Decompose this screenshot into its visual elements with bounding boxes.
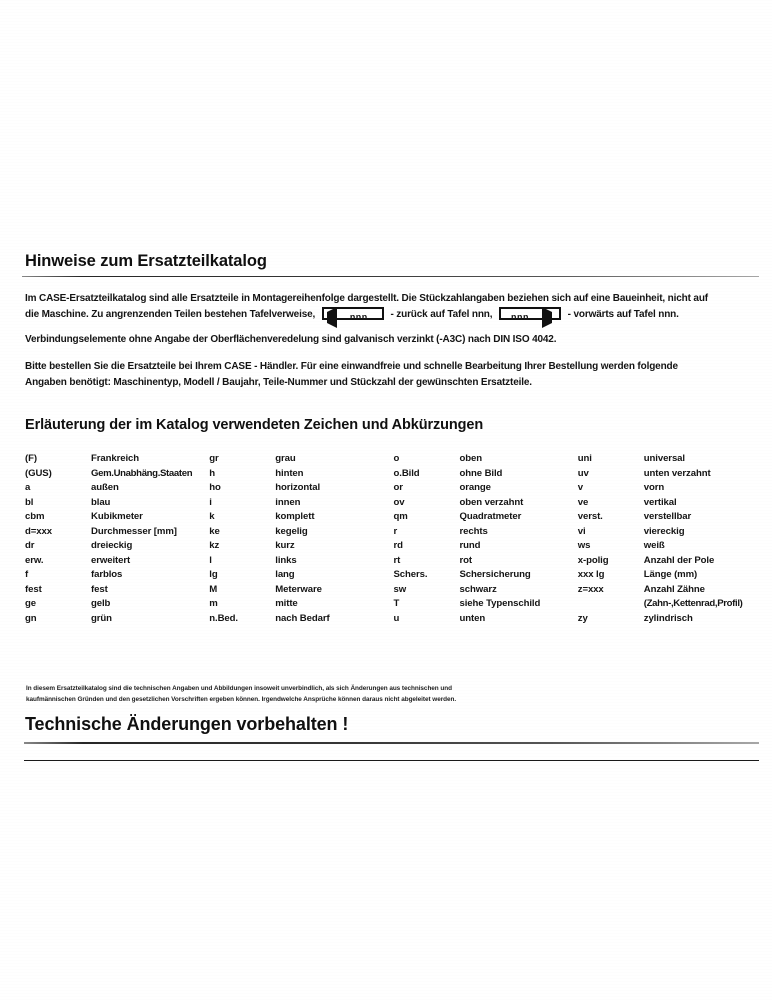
- ordering-line-1: Bitte bestellen Sie die Ersatzteile bei Ihrem CASE - Händler. Für eine einwandfreie und schnelle Bearbeitung Ihrer Bestellung werden folgende: [25, 361, 678, 372]
- abbrev-key: or: [393, 482, 403, 494]
- abbrev-key: fest: [25, 583, 42, 595]
- abbrev-column-4-keys: [578, 452, 644, 627]
- abbrev-key: [578, 597, 644, 612]
- abbrev-column-2-values: [275, 452, 393, 627]
- abbrev-value: siehe Typenschild: [459, 598, 541, 610]
- intro-line-2-text-b: - zurück auf Tafel nnn,: [390, 309, 493, 320]
- abbrev-key: ke: [209, 525, 220, 537]
- abbrev-key: dr: [25, 540, 35, 552]
- tafel-forward-reference-box: [499, 307, 561, 320]
- abbrev-value: links: [275, 554, 297, 566]
- abbrev-key: v: [577, 482, 583, 494]
- abbrev-value: Gem.Unabhäng.Staaten: [91, 467, 193, 479]
- abbrev-value: oben: [459, 453, 483, 464]
- abbrev-value: Anzahl der Pole: [643, 554, 715, 566]
- abbrev-key: T: [393, 598, 400, 610]
- abbrev-column-3-values: [460, 452, 578, 627]
- ordering-line-2: Angaben benötigt: Maschinentyp, Modell / Baujahr, Teile-Nummer und Stückzahl der gewünschten Ersatzteile.: [25, 377, 532, 388]
- title-underline-rule: [22, 276, 759, 277]
- abbrev-value: erweitert: [91, 554, 131, 566]
- disclaimer-fine-print: [26, 684, 606, 705]
- abbrev-key: f: [25, 569, 29, 581]
- abbrev-key: gn: [25, 613, 37, 625]
- abbrev-key: lg: [209, 569, 218, 581]
- abbrev-key: i: [209, 496, 212, 508]
- section-heading-abbreviations: Erläuterung der im Katalog verwendeten Zeichen und Abkürzungen: [25, 417, 484, 433]
- abbrev-value: vertikal: [643, 496, 677, 508]
- abbrev-key: bl: [25, 496, 34, 508]
- abbrev-value: lang: [275, 569, 295, 581]
- abbrev-column-4-values: [644, 452, 762, 627]
- abbrev-value: ohne Bild: [459, 467, 503, 479]
- abbrev-value: mitte: [275, 598, 298, 610]
- abbrev-value: universal: [643, 453, 685, 464]
- abbrev-value: unten: [459, 613, 486, 625]
- abbrev-column-4: [578, 452, 762, 627]
- abbrev-column-2: [209, 452, 393, 627]
- abbrev-key: a: [25, 482, 31, 494]
- abbrev-key: r: [393, 525, 398, 537]
- intro-line-1: Im CASE-Ersatzteilkatalog sind alle Ersatzteile in Montagereihenfolge dargestellt. Die Stückzahlangaben beziehen sich auf eine Baueinheit, nicht auf: [25, 293, 708, 304]
- footer-rule-upper: [24, 742, 759, 744]
- abbrev-key: z=xxx: [577, 583, 604, 595]
- abbrev-key: qm: [393, 511, 408, 523]
- tafel-forward-number: nnn: [511, 311, 530, 322]
- intro-paragraph: [25, 291, 760, 323]
- arrow-right-icon: [542, 307, 552, 328]
- abbrev-key: m: [209, 598, 218, 610]
- tafel-back-reference-box: [322, 307, 384, 320]
- abbrev-key: zy: [577, 613, 588, 625]
- abbrev-value: Quadratmeter: [459, 511, 522, 523]
- abbrev-value: innen: [275, 496, 301, 508]
- abbrev-value: grün: [91, 613, 112, 625]
- abbrev-value: Kubikmeter: [91, 511, 143, 523]
- abbrev-value: komplett: [275, 511, 315, 523]
- abbrev-column-1-values: [91, 452, 209, 627]
- abbrev-column-2-keys: [209, 452, 275, 627]
- abbrev-value: rechts: [459, 525, 488, 537]
- intro-line-2: [25, 307, 760, 323]
- abbrev-value: zylindrisch: [643, 613, 693, 625]
- abbrev-value: oben verzahnt: [459, 496, 524, 508]
- abbrev-key: vi: [577, 525, 586, 537]
- abbrev-key: o.Bild: [393, 467, 420, 479]
- abbrev-key: h: [209, 467, 216, 479]
- abbrev-value: gelb: [91, 598, 111, 610]
- abbrev-value: farblos: [91, 569, 123, 581]
- tafel-back-number: nnn: [349, 311, 368, 322]
- abbrev-value: viereckig: [643, 525, 685, 537]
- abbreviations-table: [25, 452, 762, 627]
- disclaimer-line-2: kaufmännischen Gründen und den gesetzlichen Vorschriften ergeben können. Irgendwelche Ansprüche können daraus nicht abgeleitet werden.: [26, 695, 457, 703]
- abbrev-key: gr: [209, 453, 219, 464]
- arrow-left-icon: [327, 307, 337, 328]
- abbrev-value: schwarz: [459, 583, 497, 595]
- abbrev-key: erw.: [25, 554, 44, 566]
- footer-heading: Technische Änderungen vorbehalten !: [25, 714, 349, 734]
- abbrev-key: k: [209, 511, 215, 523]
- abbrev-key: ov: [393, 496, 405, 508]
- abbrev-value: Schersicherung: [459, 569, 531, 581]
- abbrev-value: Durchmesser [mm]: [91, 525, 177, 537]
- abbrev-value: grau: [275, 453, 296, 464]
- abbrev-column-3-keys: [394, 452, 460, 627]
- fasteners-text: Verbindungselemente ohne Angabe der Oberflächenveredelung sind galvanisch verzinkt (-A3C) nach DIN ISO 4042.: [25, 334, 557, 345]
- abbrev-value: Anzahl Zähne: [643, 583, 705, 595]
- abbrev-value: Länge (mm): [643, 569, 698, 581]
- abbrev-key: u: [393, 613, 400, 625]
- abbrev-value: vorn: [643, 482, 665, 494]
- abbrev-key: ve: [577, 496, 589, 508]
- abbrev-value: verstellbar: [643, 511, 692, 523]
- abbrev-value: unten verzahnt: [643, 467, 711, 479]
- abbrev-key: ge: [25, 598, 36, 610]
- abbrev-key: n.Bed.: [209, 613, 238, 625]
- abbrev-key: xxx lg: [577, 569, 605, 581]
- footer-rule-lower: [24, 760, 759, 761]
- abbrev-value: kegelig: [275, 525, 308, 537]
- abbrev-value: hinten: [275, 467, 304, 479]
- abbrev-value: rot: [459, 554, 472, 566]
- abbrev-key: (F): [25, 453, 37, 464]
- abbrev-column-3: [394, 452, 578, 627]
- abbrev-key: Schers.: [393, 569, 428, 581]
- abbrev-key: sw: [393, 583, 407, 595]
- abbrev-column-1: [25, 452, 209, 627]
- abbrev-value: Frankreich: [91, 453, 140, 464]
- abbrev-key: M: [209, 583, 218, 595]
- abbrev-value: nach Bedarf: [275, 613, 330, 625]
- abbrev-key: ws: [577, 540, 591, 552]
- abbrev-key: rt: [393, 554, 401, 566]
- abbrev-key: (GUS): [25, 467, 52, 479]
- abbrev-value: orange: [459, 482, 491, 494]
- disclaimer-line-1: In diesem Ersatzteilkatalog sind die technischen Angaben und Abbildungen insoweit unverbindlich, als sich Änderungen aus technischen und: [26, 685, 452, 692]
- abbrev-value: horizontal: [275, 482, 321, 494]
- abbrev-key: o: [393, 453, 400, 464]
- abbrev-key: rd: [393, 540, 403, 552]
- abbrev-key: x-polig: [577, 554, 609, 566]
- abbrev-value: (Zahn-,Kettenrad,Profil): [643, 598, 743, 610]
- abbrev-value: dreieckig: [91, 540, 133, 552]
- fasteners-paragraph: [25, 332, 760, 348]
- ordering-paragraph: [25, 359, 760, 391]
- abbrev-value: fest: [91, 583, 108, 595]
- abbrev-value: rund: [459, 540, 481, 552]
- abbrev-key: ho: [209, 482, 221, 494]
- abbrev-value: blau: [91, 496, 111, 508]
- abbrev-key: verst.: [577, 511, 603, 523]
- abbrev-value: kurz: [275, 540, 295, 552]
- page-title: Hinweise zum Ersatzteilkatalog: [25, 252, 267, 270]
- intro-line-2-text-a: die Maschine. Zu angrenzenden Teilen bestehen Tafelverweise,: [25, 309, 316, 320]
- abbrev-value: außen: [91, 482, 119, 494]
- intro-line-2-text-c: - vorwärts auf Tafel nnn.: [567, 309, 679, 320]
- abbrev-column-1-keys: [25, 452, 91, 627]
- abbrev-key: l: [209, 554, 212, 566]
- abbrev-value: Meterware: [275, 583, 322, 595]
- abbrev-key: uv: [577, 467, 589, 479]
- abbrev-key: kz: [209, 540, 220, 552]
- abbrev-key: uni: [577, 453, 592, 464]
- abbrev-value: weiß: [643, 540, 665, 552]
- abbrev-key: cbm: [25, 511, 45, 523]
- abbrev-key: d=xxx: [25, 525, 52, 537]
